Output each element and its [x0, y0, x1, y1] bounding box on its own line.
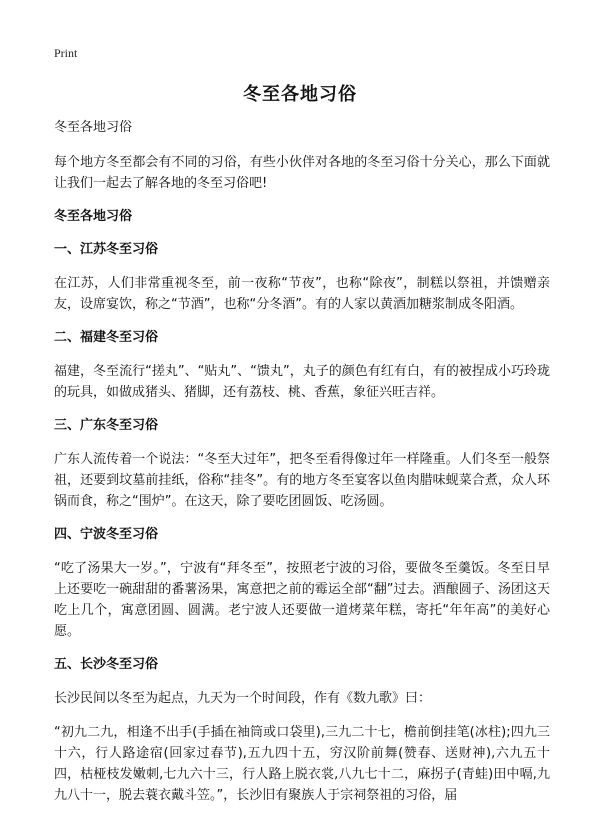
section-body-fujian: 福建，冬至流行“搓丸”、“贴丸”、“馈丸”，丸子的颜色有红有白，有的被捏成小巧玲珑的玩具，如做成猪头、猪脚，还有荔枝、桃、香蕉，象征兴旺吉祥。 [54, 364, 550, 400]
section-title: 冬至各地习俗 [54, 209, 133, 224]
section-body-changsha: 长沙民间以冬至为起点，九天为一个时间段，作有《数九歌》曰： [54, 691, 432, 706]
section-body-jiangsu: 在江苏，人们非常重视冬至，前一夜称“节夜”，也称“除夜”，制糕以祭祖，并馈赠亲友，设席宴饮，称之“节酒”，也称“分冬酒”。有的人家以黄酒加糖浆制成冬阳酒。 [54, 276, 550, 312]
section-heading-changsha: 五、长沙冬至习俗 [54, 657, 159, 672]
section-heading-ningbo: 四、宁波冬至习俗 [54, 527, 159, 542]
section-body-ningbo: “吃了汤果大一岁。”，宁波有“拜冬至”，按照老宁波的习俗，要做冬至羹饭。冬至日早上还要吃一碗甜甜的番薯汤果，寓意把之前的霉运全部“翻”过去。酒酿圆子、汤团这天吃上几个，寓意团圆、圆满。老宁波人还要做一道烤菜年糕，寄托“年年高”的美好心愿。 [54, 561, 550, 639]
article-body [54, 118, 550, 819]
intro-paragraph: 每个地方冬至都会有不同的习俗，有些小伙伴对各地的冬至习俗十分关心，那么下面就让我们一起去了解各地的冬至习俗吧! [54, 155, 550, 191]
section-heading-jiangsu: 一、江苏冬至习俗 [54, 242, 159, 257]
section-heading-fujian: 二、福建冬至习俗 [54, 330, 159, 345]
page-title: 冬至各地习俗 [243, 84, 357, 105]
section-heading-guangdong: 三、广东冬至习俗 [54, 418, 159, 433]
article-subtitle: 冬至各地习俗 [54, 120, 133, 135]
closing-paragraph: “初九二九，相逢不出手(手插在袖筒或口袋里),三九二十七，檐前倒挂笔(冰柱);四九三十六，行人路途宿(回家过春节),五九四十五，穷汉阶前舞(赞春、送财神),六九五十四，枯桠枝发嫩刺,七九六十三，行人路上脱衣裳,八九七十二，麻拐子(青蛙)田中嗝,九九八十一，脱去蓑衣戴斗笠。”，长沙旧有聚族人于宗祠祭祖的习俗，届 [54, 725, 550, 803]
print-label[interactable]: Print [54, 46, 78, 60]
section-body-guangdong: 广东人流传着一个说法：“冬至大过年”，把冬至看得像过年一样隆重。人们冬至一般祭祖，还要到坟墓前挂纸，俗称“挂冬”。有的地方冬至宴客以鱼肉腊味蚬菜合煮，众人环锅而食，称之“围炉”。在这天，除了要吃团圆饭、吃汤圆。 [54, 452, 550, 509]
